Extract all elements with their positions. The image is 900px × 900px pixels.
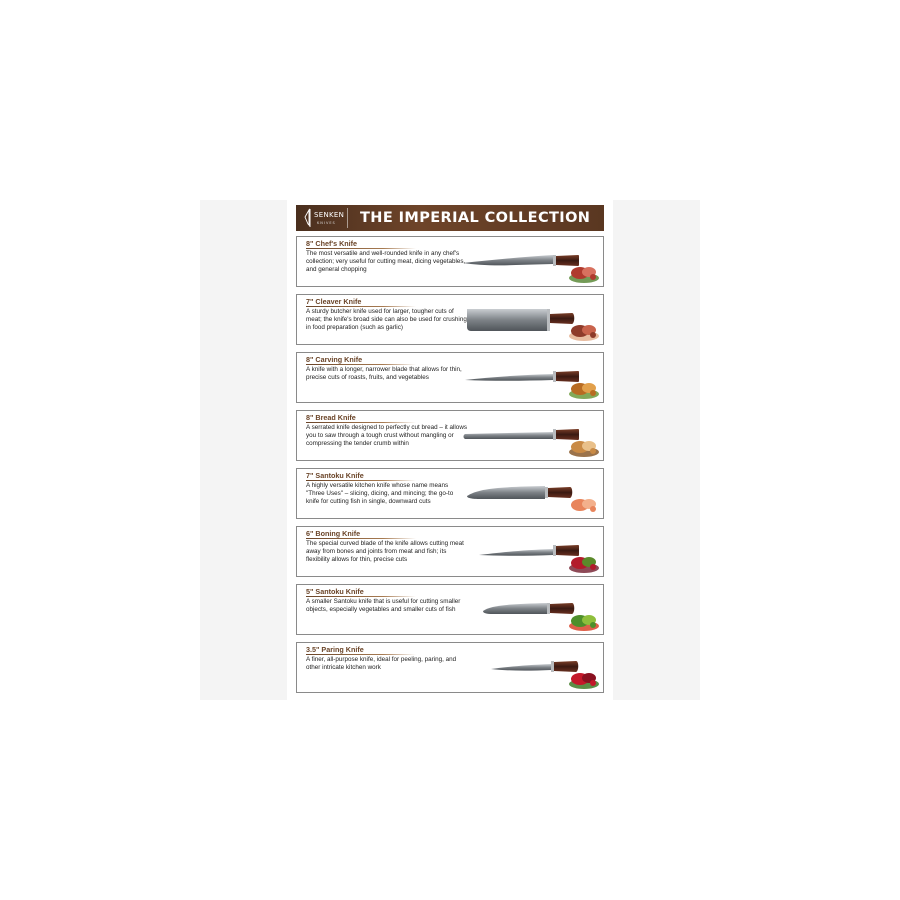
bolster — [553, 255, 556, 266]
knife-name: 7" Santoku Knife — [306, 471, 364, 480]
bolster — [553, 371, 556, 382]
knife-card — [296, 584, 604, 635]
knife-card — [296, 410, 604, 461]
brand-logo — [301, 208, 348, 228]
knife-card — [296, 294, 604, 345]
bolster — [547, 309, 550, 331]
knife-card — [296, 526, 604, 577]
vegetables-icon — [567, 607, 601, 633]
knife-card — [296, 642, 604, 693]
brand-sub: KNIVES — [317, 221, 336, 225]
knife-name: 8" Carving Knife — [306, 355, 363, 364]
bolster — [545, 487, 548, 498]
bolster — [553, 545, 556, 556]
knife-name: 7" Cleaver Knife — [306, 297, 362, 306]
meat-icon — [567, 259, 601, 285]
berries-icon — [567, 549, 601, 575]
blade — [465, 374, 553, 381]
knife-cleaver-icon — [461, 301, 579, 337]
roast-chicken-icon — [567, 375, 601, 401]
knife-boning-icon — [461, 533, 579, 569]
knife-card — [296, 236, 604, 287]
knife-description: A knife with a longer, narrower blade that allows for thin, precise cuts of roasts, fruits, and vegetables — [306, 366, 462, 382]
knife-paring-icon — [461, 649, 579, 685]
bread-icon — [567, 433, 601, 459]
collection-header — [296, 205, 604, 231]
knife-card — [296, 352, 604, 403]
title-underline — [306, 480, 416, 481]
knife-name: 3.5" Paring Knife — [306, 645, 364, 654]
title-underline — [306, 654, 416, 655]
knife-description: The most versatile and well-rounded knife in any chef's collection; very useful for cutting meat, dicing vegetables, and general chopping — [306, 250, 466, 274]
knife-name: 8" Chef's Knife — [306, 239, 358, 248]
title-underline — [306, 364, 416, 365]
knife-carving-icon — [461, 359, 579, 395]
bolster — [553, 429, 556, 440]
steak-icon — [567, 317, 601, 343]
bolster — [547, 603, 550, 614]
title-underline — [306, 422, 416, 423]
blade — [464, 432, 554, 439]
knife-description: A highly versatile kitchen knife whose name means "Three Uses" – slicing, dicing, and mincing; the go-to knife for cutting fish in single, downward cuts — [306, 482, 454, 506]
knife-name: 5" Santoku Knife — [306, 587, 364, 596]
knife-description: A sturdy butcher knife used for larger, tougher cuts of meat; the knife's broad side can also be used for crushing in food preparation (such as garlic) — [306, 308, 467, 332]
bolster — [551, 661, 554, 672]
blade — [463, 255, 553, 265]
title-underline — [306, 596, 416, 597]
knife-name: 8" Bread Knife — [306, 413, 356, 422]
title-underline — [306, 306, 416, 307]
title-underline — [306, 538, 416, 539]
blade — [479, 549, 553, 556]
knife-description: A finer, all-purpose knife, ideal for peeling, paring, and other intricate kitchen work — [306, 656, 457, 672]
strawberries-icon — [567, 665, 601, 691]
knife-name: 6" Boning Knife — [306, 529, 361, 538]
knife-santoku-small-icon — [461, 591, 579, 627]
knife-logo-icon — [301, 208, 315, 228]
knife-chef-icon — [461, 243, 579, 279]
knife-description: A smaller Santoku knife that is useful for cutting smaller objects, especially vegetables and smaller cuts of fish — [306, 598, 461, 614]
blade — [483, 603, 547, 614]
title-underline — [306, 248, 416, 249]
blade — [491, 664, 551, 671]
knife-description: The special curved blade of the knife allows cutting meat away from bones and joints from meat and fish; its flexibility allows for thin, precise cuts — [306, 540, 464, 564]
knife-card — [296, 468, 604, 519]
salmon-icon — [567, 491, 601, 517]
page-title: THE IMPERIAL COLLECTION — [360, 210, 591, 226]
blade — [467, 486, 545, 499]
blade — [467, 309, 547, 331]
knife-bread-icon — [461, 417, 579, 453]
knife-description: A serrated knife designed to perfectly cut bread – it allows you to saw through a tough crust without mangling or compressing the tender crumb within — [306, 424, 468, 448]
knife-santoku-icon — [461, 475, 579, 511]
brand-name: SENKEN — [314, 211, 345, 219]
